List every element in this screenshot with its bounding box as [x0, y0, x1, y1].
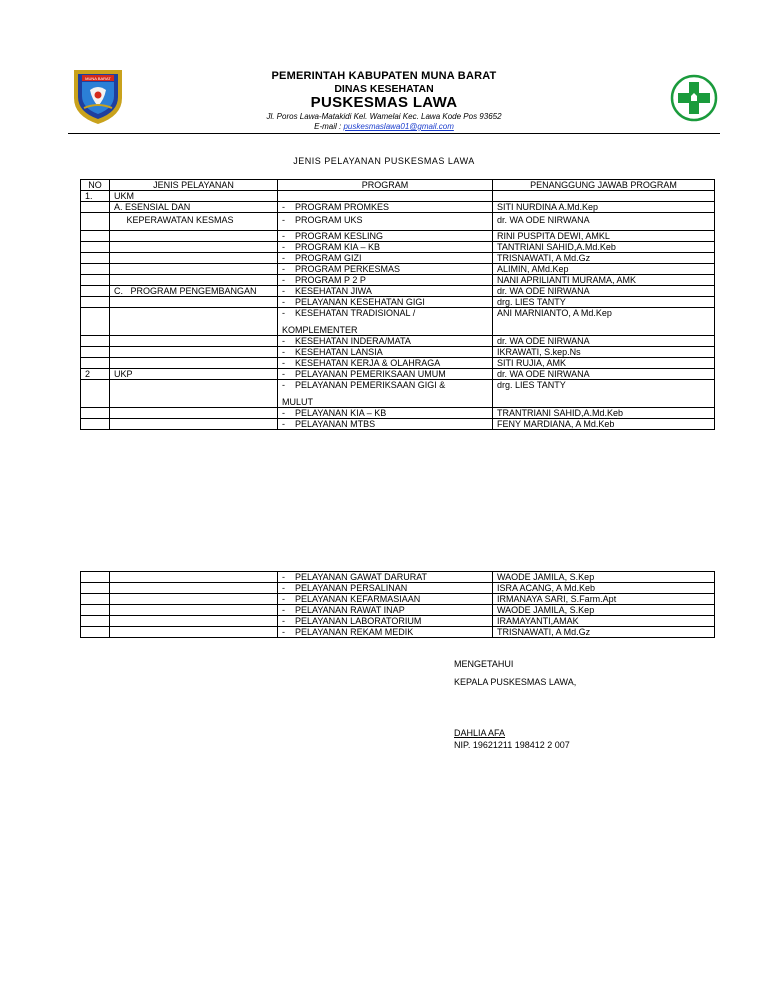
header-program: PROGRAM: [278, 180, 493, 191]
program-label: PROGRAM UKS: [295, 215, 363, 225]
cell-program: [278, 605, 493, 616]
cell-jenis: [110, 308, 278, 336]
puskesmas-name: PUSKESMAS LAWA: [310, 94, 458, 111]
cell-pj: IRMANAYA SARI, S.Farm.Apt: [493, 594, 715, 605]
cell-jenis: [110, 231, 278, 242]
cell-jenis: [110, 408, 278, 419]
cell-program: [278, 336, 493, 347]
bullet-dash: -: [282, 369, 285, 379]
program-label: PELAYANAN PEMERIKSAAN GIGI &: [295, 380, 446, 390]
cell-no: [81, 616, 110, 627]
cell-pj: TANTRIANI SAHID,A.Md.Keb: [493, 242, 715, 253]
email-line: [0, 122, 768, 131]
cell-program: [278, 627, 493, 638]
program-label: KESEHATAN INDERA/MATA: [295, 336, 411, 346]
cell-jenis: [110, 275, 278, 286]
cell-pj: WAODE JAMILA, S.Kep: [493, 605, 715, 616]
table-row: [81, 264, 715, 275]
program-label: KESEHATAN JIWA: [295, 286, 372, 296]
cell-no: [81, 347, 110, 358]
table-row: [81, 605, 715, 616]
table-row: [81, 594, 715, 605]
cell-pj: ALIMIN, AMd.Kep: [493, 264, 715, 275]
crest-caption: MUNA BARAT: [85, 76, 111, 81]
cell-program: [278, 202, 493, 213]
cell-jenis: [110, 253, 278, 264]
cell-jenis: [110, 297, 278, 308]
program-label: KESEHATAN KERJA & OLAHRAGA: [295, 358, 441, 368]
program-label: PELAYANAN MTBS: [295, 419, 376, 429]
acknowledge-label: MENGETAHUI: [454, 659, 514, 669]
cell-pj: TRISNAWATI, A Md.Gz: [493, 253, 715, 264]
email-label: E-mail :: [314, 122, 344, 131]
cell-program: [278, 286, 493, 297]
bullet-dash: -: [282, 215, 285, 225]
cell-jenis: KEPERAWATAN KESMAS: [110, 213, 278, 231]
table-row: [81, 358, 715, 369]
program-label: PELAYANAN KEFARMASIAAN: [295, 594, 421, 604]
cell-pj: drg. LIES TANTY: [493, 380, 715, 408]
document-title: JENIS PELAYANAN PUSKESMAS LAWA: [293, 156, 475, 166]
bullet-dash: -: [282, 308, 285, 318]
program-label: PROGRAM GIZI: [295, 253, 362, 263]
cell-jenis: [110, 594, 278, 605]
cell-no: [81, 336, 110, 347]
bullet-dash: -: [282, 594, 285, 604]
program-label-line2: KOMPLEMENTER: [282, 325, 358, 335]
cell-pj: IRAMAYANTI,AMAK: [493, 616, 715, 627]
cell-no: [81, 202, 110, 213]
services-table-continued-body: [81, 572, 715, 638]
cell-no: 1.: [81, 191, 110, 202]
cell-pj: ISRA ACANG, A Md.Keb: [493, 583, 715, 594]
table-header-row: [81, 180, 715, 191]
bullet-dash: -: [282, 605, 285, 615]
cell-jenis: [110, 358, 278, 369]
cell-pj: TRISNAWATI, A Md.Gz: [493, 627, 715, 638]
cell-no: [81, 231, 110, 242]
services-table-body: [81, 180, 715, 430]
cell-program: [278, 297, 493, 308]
cell-program: [278, 213, 493, 231]
address-line: Jl. Poros Lawa-Matakidi Kel. Wamelai Kec. Lawa Kode Pos 93652: [266, 112, 502, 121]
program-label: PELAYANAN KIA – KB: [295, 408, 387, 418]
bullet-dash: -: [282, 572, 285, 582]
table-row: [81, 213, 715, 231]
services-table: [80, 179, 715, 430]
cell-program: [278, 242, 493, 253]
bullet-dash: -: [282, 286, 285, 296]
program-label: PELAYANAN LABORATORIUM: [295, 616, 422, 626]
cell-pj: ANI MARNIANTO, A Md.Kep: [493, 308, 715, 336]
cell-pj: RINI PUSPITA DEWI, AMKL: [493, 231, 715, 242]
cell-no: [81, 380, 110, 408]
table-row: [81, 583, 715, 594]
cell-program: [278, 347, 493, 358]
program-label: PELAYANAN PEMERIKSAAN UMUM: [295, 369, 446, 379]
cell-jenis: [110, 572, 278, 583]
cell-no: [81, 308, 110, 336]
cell-pj: TRANTRIANI SAHID,A.Md.Keb: [493, 408, 715, 419]
department-name: DINAS KESEHATAN: [334, 83, 434, 95]
cell-pj: drg. LIES TANTY: [493, 297, 715, 308]
cell-jenis: [110, 605, 278, 616]
cell-pj: dr. WA ODE NIRWANA: [493, 286, 715, 297]
cell-no: 2: [81, 369, 110, 380]
cell-no: [81, 253, 110, 264]
cell-no: [81, 358, 110, 369]
cell-pj: SITI NURDINA A.Md.Kep: [493, 202, 715, 213]
cell-pj: WAODE JAMILA, S.Kep: [493, 572, 715, 583]
bullet-dash: -: [282, 380, 285, 390]
bullet-dash: -: [282, 347, 285, 357]
bullet-dash: -: [282, 616, 285, 626]
cell-pj: dr. WA ODE NIRWANA: [493, 336, 715, 347]
cell-jenis: A. ESENSIAL DAN: [110, 202, 278, 213]
table-row: [81, 369, 715, 380]
cell-no: [81, 213, 110, 231]
table-row: [81, 297, 715, 308]
table-row: [81, 627, 715, 638]
table-row: [81, 572, 715, 583]
bullet-dash: -: [282, 419, 285, 429]
cell-jenis: [110, 347, 278, 358]
cell-no: [81, 605, 110, 616]
cell-jenis: C. PROGRAM PENGEMBANGAN: [110, 286, 278, 297]
cell-no: [81, 286, 110, 297]
cell-program: [278, 419, 493, 430]
table-row: [81, 419, 715, 430]
letterhead-divider: [68, 133, 720, 134]
cell-no: [81, 572, 110, 583]
cell-jenis: UKP: [110, 369, 278, 380]
cell-jenis: UKM: [110, 191, 278, 202]
bullet-dash: -: [282, 253, 285, 263]
bullet-dash: -: [282, 408, 285, 418]
cell-program: [278, 308, 493, 336]
program-label-line2: MULUT: [282, 397, 313, 407]
cell-pj: FENY MARDIANA, A Md.Keb: [493, 419, 715, 430]
bullet-dash: -: [282, 297, 285, 307]
cell-jenis: [110, 419, 278, 430]
table-row: [81, 275, 715, 286]
program-label: PROGRAM PERKESMAS: [295, 264, 401, 274]
cell-program: [278, 191, 493, 202]
bullet-dash: -: [282, 336, 285, 346]
table-row: [81, 308, 715, 336]
cell-program: [278, 594, 493, 605]
table-row: [81, 616, 715, 627]
cell-pj: NANI APRILIANTI MURAMA, AMK: [493, 275, 715, 286]
cell-jenis: [110, 627, 278, 638]
signatory-position: KEPALA PUSKESMAS LAWA,: [454, 677, 577, 687]
cell-jenis: [110, 380, 278, 408]
cell-no: [81, 297, 110, 308]
table-row: [81, 408, 715, 419]
cell-program: [278, 408, 493, 419]
cell-jenis: [110, 583, 278, 594]
cell-pj: IKRAWATI, S.kep.Ns: [493, 347, 715, 358]
signatory-name: DAHLIA AFA: [454, 728, 506, 738]
cell-no: [81, 408, 110, 419]
table-row: [81, 253, 715, 264]
program-label: PELAYANAN KESEHATAN GIGI: [295, 297, 425, 307]
program-label: PELAYANAN GAWAT DARURAT: [295, 572, 428, 582]
services-table-continued: [80, 571, 715, 638]
cell-no: [81, 242, 110, 253]
cell-pj: [493, 191, 715, 202]
table-row: [81, 191, 715, 202]
cell-pj: dr. WA ODE NIRWANA: [493, 213, 715, 231]
table-row: [81, 347, 715, 358]
bullet-dash: -: [282, 264, 285, 274]
cell-jenis: [110, 264, 278, 275]
cell-program: [278, 231, 493, 242]
cell-pj: dr. WA ODE NIRWANA: [493, 369, 715, 380]
cell-no: [81, 627, 110, 638]
program-label: PELAYANAN PERSALINAN: [295, 583, 408, 593]
program-label: PROGRAM KESLING: [295, 231, 384, 241]
government-name: PEMERINTAH KABUPATEN MUNA BARAT: [271, 70, 497, 82]
bullet-dash: -: [282, 275, 285, 285]
program-label: PROGRAM PROMKES: [295, 202, 390, 212]
bullet-dash: -: [282, 202, 285, 212]
header-jenis: JENIS PELAYANAN: [110, 180, 278, 191]
bullet-dash: -: [282, 231, 285, 241]
email-link[interactable]: puskesmaslawa01@gmail.com: [343, 122, 454, 131]
cell-program: [278, 369, 493, 380]
table-row: [81, 202, 715, 213]
table-row: [81, 231, 715, 242]
cell-no: [81, 419, 110, 430]
cell-no: [81, 583, 110, 594]
table-row: [81, 336, 715, 347]
cell-jenis: [110, 616, 278, 627]
cell-program: [278, 380, 493, 408]
cell-jenis: [110, 242, 278, 253]
bullet-dash: -: [282, 242, 285, 252]
program-label: PELAYANAN RAWAT INAP: [295, 605, 405, 615]
header-pj: PENANGGUNG JAWAB PROGRAM: [493, 180, 715, 191]
cell-no: [81, 275, 110, 286]
program-label: KESEHATAN TRADISIONAL /: [295, 308, 416, 318]
cell-pj: SITI RUJIA, AMK: [493, 358, 715, 369]
cell-jenis: [110, 336, 278, 347]
cell-program: [278, 253, 493, 264]
table-row: [81, 286, 715, 297]
cell-program: [278, 275, 493, 286]
cell-no: [81, 594, 110, 605]
header-no: NO: [81, 180, 110, 191]
cell-program: [278, 358, 493, 369]
program-label: PROGRAM KIA – KB: [295, 242, 381, 252]
signatory-nip: NIP. 19621211 198412 2 007: [454, 740, 570, 750]
table-row: [81, 380, 715, 408]
bullet-dash: -: [282, 583, 285, 593]
program-label: PELAYANAN REKAM MEDIK: [295, 627, 414, 637]
cell-program: [278, 264, 493, 275]
cell-no: [81, 264, 110, 275]
cell-program: [278, 616, 493, 627]
table-row: [81, 242, 715, 253]
bullet-dash: -: [282, 627, 285, 637]
program-label: PROGRAM P 2 P: [295, 275, 366, 285]
cell-program: [278, 572, 493, 583]
program-label: KESEHATAN LANSIA: [295, 347, 383, 357]
bullet-dash: -: [282, 358, 285, 368]
cell-program: [278, 583, 493, 594]
